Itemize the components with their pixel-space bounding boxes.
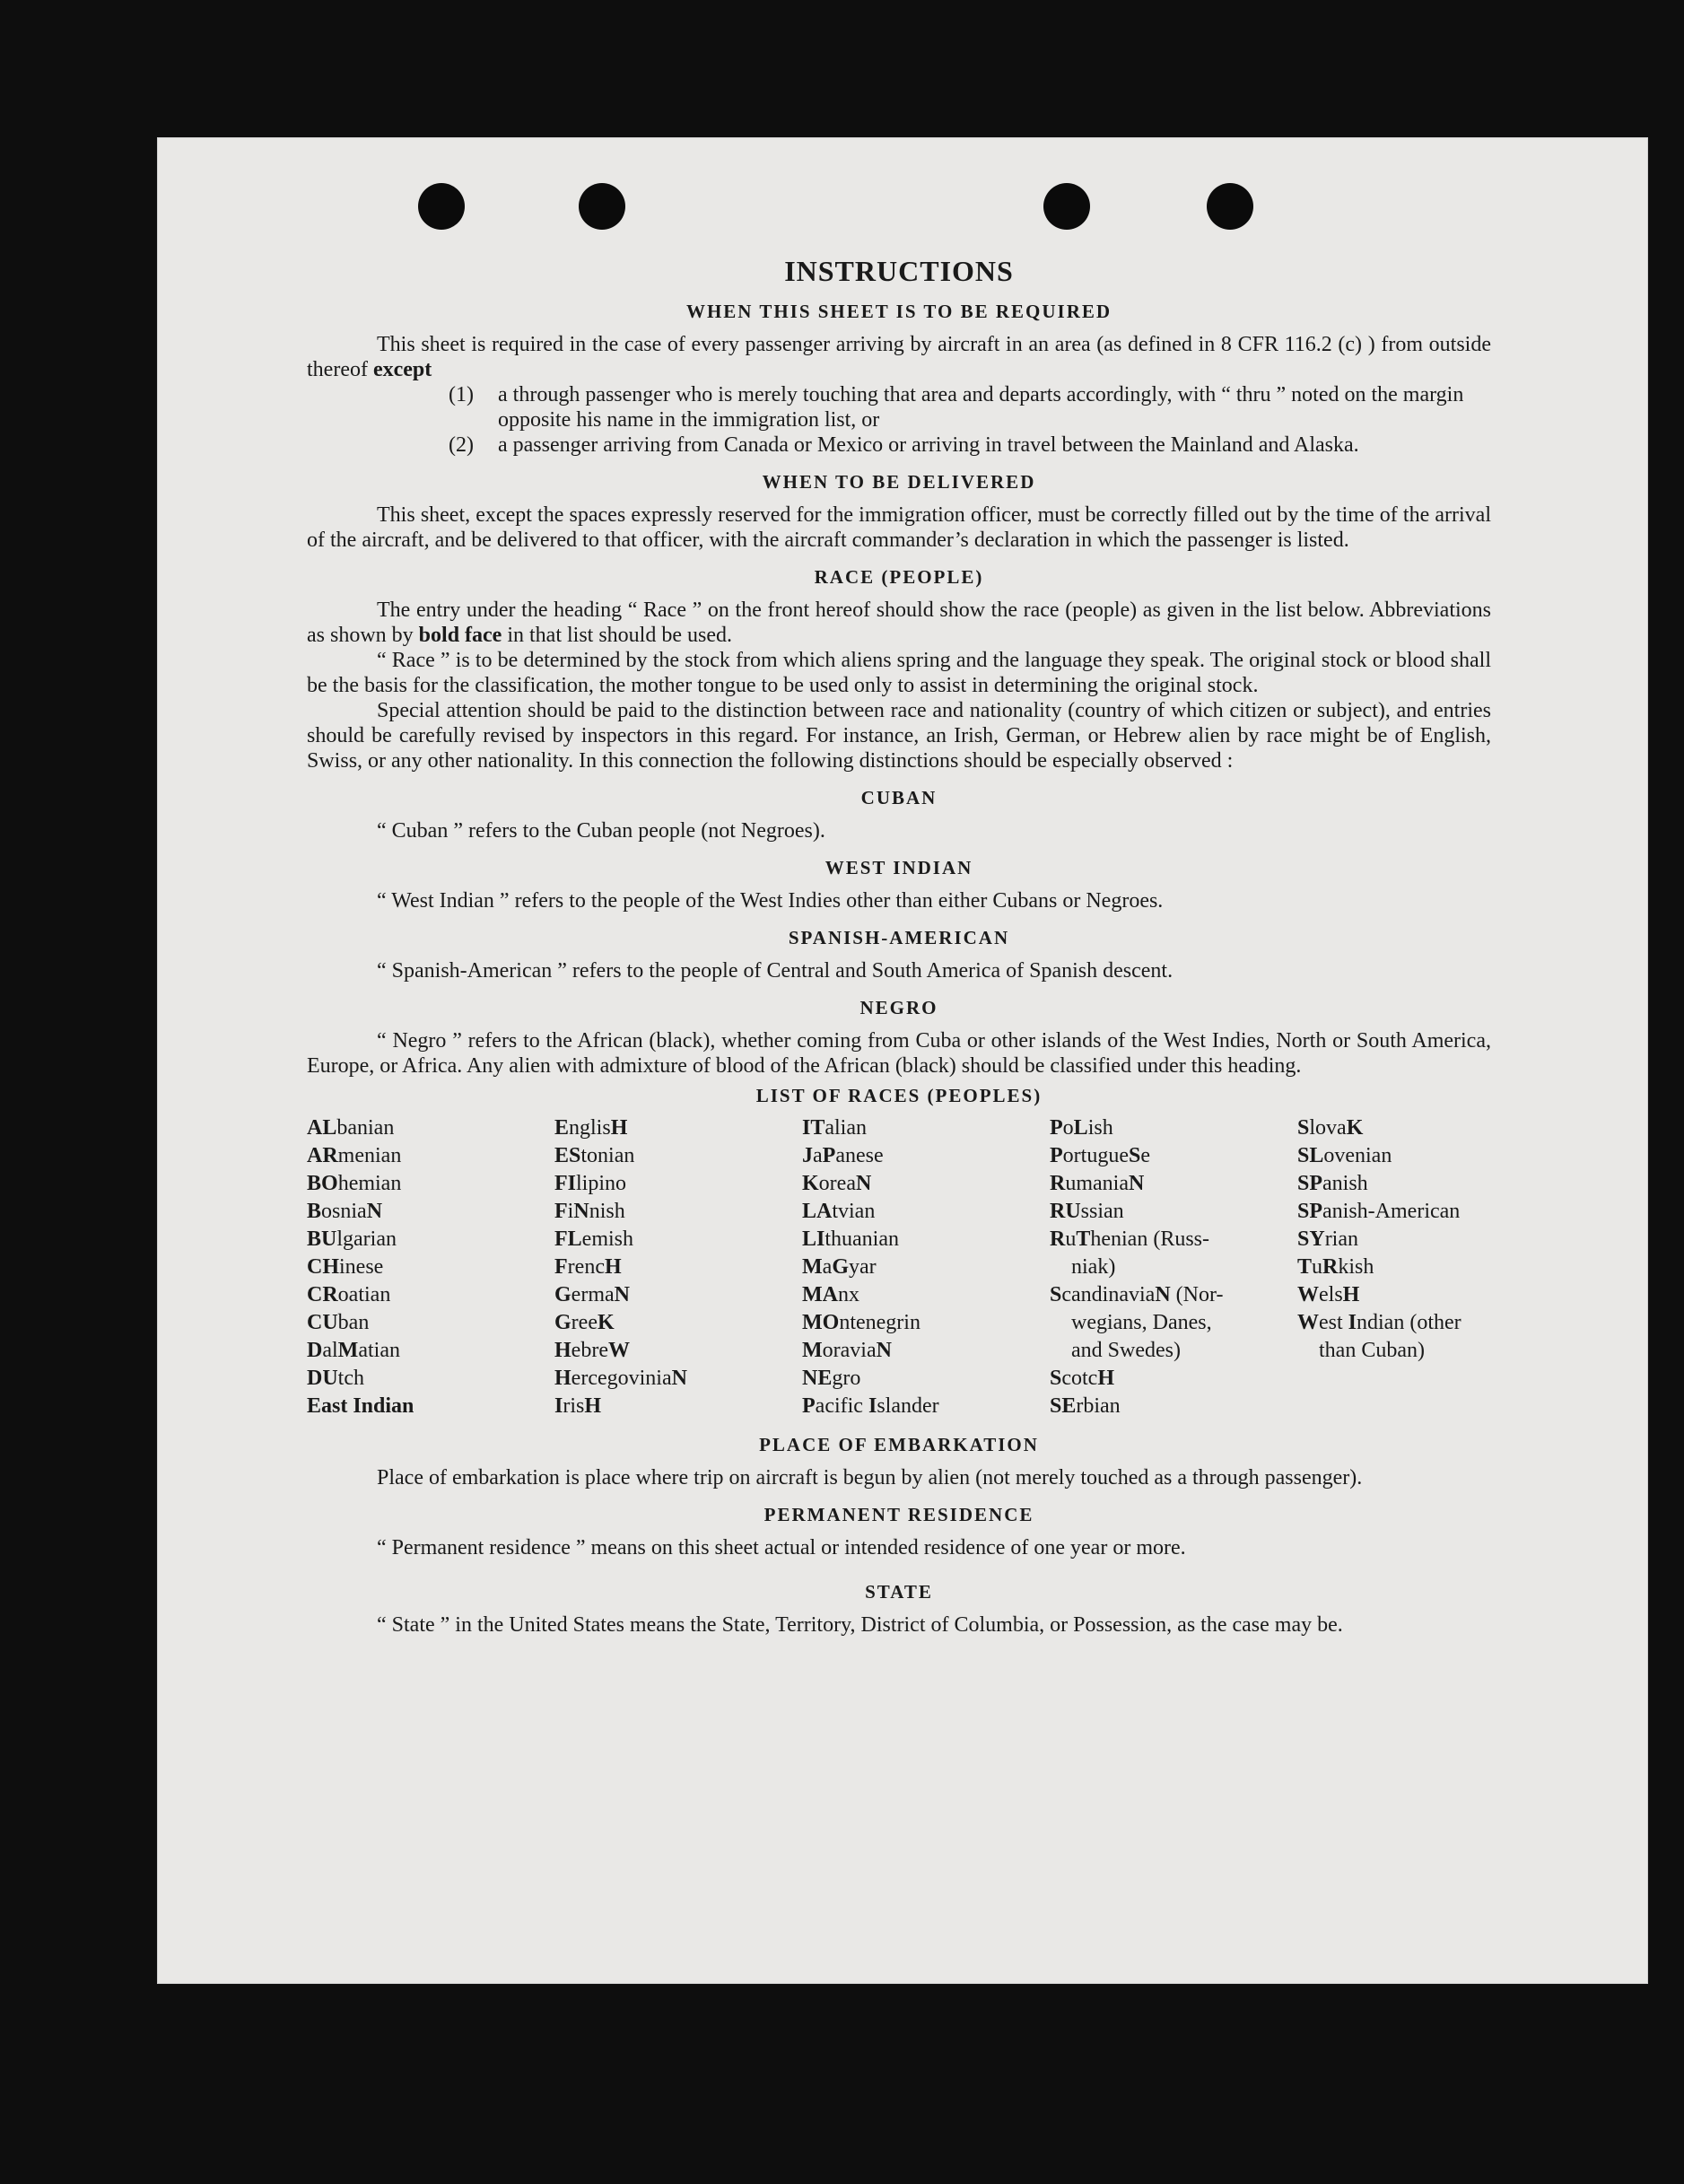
race-abbreviation: H — [1097, 1367, 1115, 1390]
race-abbreviation: MA — [802, 1283, 838, 1306]
delivered-text: This sheet, except the spaces expressly reserved for the immigration officer, must be correctly filled out by the time of the arrival of the aircraft, and be delivered to that officer, with the aircraft commander’s declaration in which the passenger is listed. — [307, 503, 1491, 552]
race-text: (Nor- — [1170, 1283, 1224, 1306]
race-abbreviation: NE — [802, 1367, 833, 1390]
race-abbreviation: IT — [802, 1116, 825, 1140]
race-text: nx — [837, 1283, 859, 1306]
race-text: i — [567, 1200, 574, 1223]
race-text: est — [1319, 1311, 1348, 1334]
race-text: ris — [563, 1394, 585, 1418]
race-entry — [802, 1309, 1050, 1337]
race-text: osnia — [321, 1200, 367, 1223]
race-abbreviation: N — [366, 1200, 383, 1223]
state-text: “ State ” in the United States means the State, Territory, District of Columbia, or Possession, as the case may be. — [377, 1613, 1343, 1637]
race-text: candinavia — [1061, 1283, 1156, 1306]
race-abbreviation: R — [1050, 1227, 1066, 1251]
races-column — [802, 1114, 1050, 1420]
race-text: rbian — [1076, 1394, 1121, 1418]
race-entry — [1297, 1254, 1513, 1281]
race-abbreviation: G — [554, 1283, 572, 1306]
race-text: gro — [832, 1367, 861, 1390]
race-text: ercegovinia — [571, 1367, 672, 1390]
race-abbreviation: R — [1322, 1255, 1339, 1279]
race-entry — [1050, 1198, 1297, 1226]
race-abbreviation: N — [855, 1172, 872, 1195]
race-text: tvian — [832, 1200, 876, 1223]
item-text: a passenger arriving from Canada or Mexico or arriving in travel between the Mainland and Alaska. — [498, 433, 1359, 457]
race-entry — [802, 1393, 1050, 1420]
race-entry — [554, 1254, 802, 1281]
heading-list-of-races: LIST OF RACES (PEOPLES) — [755, 1085, 1043, 1106]
race-abbreviation: ES — [554, 1144, 581, 1167]
heading-embarkation: PLACE OF EMBARKATION — [759, 1434, 1039, 1455]
race-text: slander — [877, 1394, 939, 1418]
race-text: and Swedes) — [1071, 1339, 1181, 1362]
required-item — [449, 382, 1491, 432]
race-abbreviation: CR — [307, 1283, 338, 1306]
race-entry — [1050, 1142, 1297, 1170]
race-entry — [554, 1142, 802, 1170]
race-abbreviation: I — [554, 1394, 563, 1418]
race-text: anish — [1322, 1172, 1368, 1195]
race-text: banian — [336, 1116, 395, 1140]
race-abbreviation: T — [1297, 1255, 1313, 1279]
race-entry — [802, 1226, 1050, 1254]
race-abbreviation: AL — [307, 1116, 337, 1140]
race-abbreviation: F — [554, 1200, 568, 1223]
race-entry — [802, 1365, 1050, 1393]
race-entry — [1050, 1337, 1297, 1365]
race-text: henian (Russ- — [1090, 1227, 1210, 1251]
race-abbreviation: P — [1050, 1144, 1063, 1167]
spanish-american-text: “ Spanish-American ” refers to the people of Central and South America of Spanish descent. — [377, 959, 1174, 983]
race-abbreviation: E — [554, 1116, 570, 1140]
race-abbreviation: H — [584, 1394, 602, 1418]
race-text: a — [822, 1255, 833, 1279]
race-text: rian — [1324, 1227, 1358, 1251]
heading-when-delivered: WHEN TO BE DELIVERED — [762, 471, 1036, 493]
race-entry — [802, 1337, 1050, 1365]
race-abbreviation: B — [307, 1200, 322, 1223]
punch-hole — [418, 183, 465, 230]
race-entry — [307, 1142, 554, 1170]
race-text: orea — [818, 1172, 856, 1195]
punch-hole — [579, 183, 625, 230]
race-abbreviation: L — [1073, 1116, 1088, 1140]
race-text: ovenian — [1323, 1144, 1392, 1167]
heading-state: STATE — [865, 1581, 933, 1603]
race-entry — [802, 1198, 1050, 1226]
race-abbreviation: T — [1076, 1227, 1091, 1251]
race-abbreviation: S — [1128, 1144, 1141, 1167]
page-title: INSTRUCTIONS — [784, 255, 1014, 287]
race-entry — [1297, 1170, 1513, 1198]
race-text: ntenegrin — [839, 1311, 921, 1334]
punch-hole — [1043, 183, 1090, 230]
race-entry — [1297, 1142, 1513, 1170]
negro-text: “ Negro ” refers to the African (black), whether coming from Cuba or other islands of the West Indies, North or South America, Europe, or Africa. Any alien with admixture of blood of the African (black) should be classified under this heading. — [307, 1029, 1491, 1078]
race-text: hemian — [337, 1172, 402, 1195]
race-text: tonian — [580, 1144, 635, 1167]
race-entry — [307, 1254, 554, 1281]
heading-cuban: CUBAN — [860, 787, 938, 808]
race-text: alian — [825, 1116, 867, 1140]
required-intro-text: This sheet is required in the case of every passenger arriving by aircraft in an area (as defined in 8 CFR 116.2 (c) ) from outside thereof — [307, 333, 1491, 381]
race-abbreviation: CU — [307, 1311, 338, 1334]
race-entry — [802, 1281, 1050, 1309]
race-abbreviation: LA — [802, 1200, 833, 1223]
race-abbreviation: N — [573, 1200, 589, 1223]
race-text: a — [813, 1144, 823, 1167]
race-text: u — [1065, 1227, 1077, 1251]
item-text: a through passenger who is merely touching that area and departs accordingly, with “ thru ” noted on the margin opposite his name in the immigration list, or — [498, 383, 1464, 432]
embarkation-text: Place of embarkation is place where trip on aircraft is begun by alien (not merely touched as a through passenger). — [377, 1466, 1363, 1489]
race-abbreviation: M — [802, 1339, 823, 1362]
race-abbreviation: SP — [1297, 1200, 1323, 1223]
race-abbreviation: K — [1346, 1116, 1364, 1140]
race-text: o — [1062, 1116, 1074, 1140]
race-abbreviation: P — [1050, 1116, 1063, 1140]
race-text: ebre — [571, 1339, 608, 1362]
race-abbreviation: RU — [1050, 1200, 1081, 1223]
race-text: nglis — [569, 1116, 611, 1140]
race-entry — [307, 1365, 554, 1393]
heading-race: RACE (PEOPLE) — [814, 566, 984, 588]
race-text: al — [322, 1339, 338, 1362]
punch-hole — [1207, 183, 1253, 230]
race-entry — [1297, 1226, 1513, 1254]
race-text: u — [1312, 1255, 1323, 1279]
race-entry — [307, 1281, 554, 1309]
race-entry — [802, 1142, 1050, 1170]
race-p1-before: The entry under the heading “ Race ” on the front hereof should show the race (people) as given in the list below. Abbreviations as shown by — [307, 598, 1491, 647]
race-p1-after: in that list should be used. — [507, 624, 732, 647]
document-page — [158, 138, 1647, 1983]
race-text: erma — [571, 1283, 615, 1306]
race-text: ree — [571, 1311, 598, 1334]
race-text: ndian (other — [1357, 1311, 1462, 1334]
residence-text: “ Permanent residence ” means on this sheet actual or intended residence of one year or more. — [377, 1536, 1186, 1559]
race-entry — [307, 1170, 554, 1198]
race-abbreviation: FI — [554, 1172, 576, 1195]
race-text: acific — [815, 1394, 868, 1418]
race-abbreviation: BO — [307, 1172, 338, 1195]
race-abbreviation: N — [876, 1339, 892, 1362]
races-column — [1297, 1114, 1513, 1420]
race-text: cotc — [1061, 1367, 1098, 1390]
race-entry — [554, 1170, 802, 1198]
race-entry — [1050, 1114, 1297, 1142]
race-text: inese — [339, 1255, 384, 1279]
race-abbreviation: SE — [1050, 1394, 1077, 1418]
race-entry — [1050, 1281, 1297, 1309]
west-indian-text: “ West Indian ” refers to the people of the West Indies other than either Cubans or Negroes. — [377, 889, 1164, 913]
race-text: e — [1140, 1144, 1150, 1167]
race-text: oatian — [337, 1283, 391, 1306]
race-abbreviation: H — [604, 1255, 622, 1279]
race-text: ssian — [1080, 1200, 1124, 1223]
instructions-body — [307, 255, 1491, 1638]
race-text: than Cuban) — [1319, 1339, 1425, 1362]
race-entry — [1297, 1198, 1513, 1226]
race-paragraph-3: Special attention should be paid to the distinction between race and nationality (country of which citizen or subject), and entries should be carefully revised by inspectors in this regard. For instance, an Irish, German, or Hebrew alien by race might be of English, Swiss, or any other nationality. In this connection the following distinctions should be especially observed : — [307, 699, 1491, 773]
race-text: atian — [358, 1339, 400, 1362]
race-abbreviation: M — [802, 1255, 823, 1279]
race-abbreviation: MO — [802, 1311, 840, 1334]
race-entry — [307, 1393, 554, 1420]
races-list — [307, 1114, 1491, 1420]
race-entry — [554, 1393, 802, 1420]
race-text: yar — [848, 1255, 877, 1279]
race-entry — [307, 1114, 554, 1142]
races-column — [307, 1114, 554, 1420]
race-abbreviation: N — [1128, 1172, 1145, 1195]
race-text: kish — [1338, 1255, 1374, 1279]
race-abbreviation: H — [554, 1367, 572, 1390]
race-text: renc — [567, 1255, 605, 1279]
race-text: ish — [1087, 1116, 1113, 1140]
heading-when-required: WHEN THIS SHEET IS TO BE REQUIRED — [685, 301, 1112, 322]
race-entry — [307, 1198, 554, 1226]
race-entry — [1297, 1281, 1513, 1309]
race-entry — [554, 1226, 802, 1254]
race-abbreviation: D — [307, 1339, 323, 1362]
heading-west-indian: WEST INDIAN — [825, 857, 973, 878]
item-number: (1) — [449, 383, 474, 406]
race-entry — [554, 1337, 802, 1365]
race-entry — [1050, 1393, 1297, 1420]
race-entry — [307, 1337, 554, 1365]
race-entry — [554, 1198, 802, 1226]
race-text: menian — [337, 1144, 402, 1167]
race-abbreviation: K — [802, 1172, 819, 1195]
heading-negro: NEGRO — [859, 997, 938, 1018]
race-abbreviation: P — [822, 1144, 836, 1167]
race-abbreviation: DU — [307, 1367, 338, 1390]
race-abbreviation: CH — [307, 1255, 339, 1279]
race-entry — [554, 1365, 802, 1393]
race-entry — [1297, 1309, 1513, 1337]
race-abbreviation: H — [610, 1116, 628, 1140]
race-entry — [307, 1309, 554, 1337]
race-entry — [802, 1170, 1050, 1198]
race-abbreviation: W — [1297, 1283, 1319, 1306]
races-column — [554, 1114, 802, 1420]
required-intro — [307, 332, 1491, 382]
race-abbreviation: SY — [1297, 1227, 1325, 1251]
race-entry — [554, 1281, 802, 1309]
heading-permanent-residence: PERMANENT RESIDENCE — [763, 1504, 1034, 1525]
race-abbreviation: R — [1050, 1172, 1066, 1195]
race-paragraph-1 — [307, 598, 1491, 648]
race-abbreviation: S — [1297, 1116, 1310, 1140]
race-entry — [802, 1254, 1050, 1281]
race-text: oravia — [822, 1339, 877, 1362]
race-text: wegians, Danes, — [1071, 1311, 1212, 1334]
race-abbreviation: S — [1050, 1283, 1062, 1306]
required-item — [449, 432, 1491, 458]
race-entry — [1050, 1170, 1297, 1198]
race-abbreviation: LI — [802, 1227, 825, 1251]
race-text: umania — [1065, 1172, 1129, 1195]
race-text: els — [1319, 1283, 1343, 1306]
race-entry — [1297, 1114, 1513, 1142]
race-abbreviation: J — [802, 1144, 813, 1167]
race-entry — [1297, 1337, 1513, 1365]
race-text: niak) — [1071, 1255, 1116, 1279]
race-abbreviation: I — [868, 1394, 877, 1418]
race-text: anese — [835, 1144, 884, 1167]
race-entry — [554, 1114, 802, 1142]
heading-spanish-american: SPANISH-AMERICAN — [788, 927, 1010, 948]
race-text: lgarian — [336, 1227, 397, 1251]
races-column — [1050, 1114, 1297, 1420]
race-abbreviation: P — [802, 1394, 816, 1418]
race-text: nish — [589, 1200, 625, 1223]
race-entry — [1050, 1365, 1297, 1393]
race-paragraph-2: “ Race ” is to be determined by the stock from which aliens spring and the language they speak. The original stock or blood shall be the basis for the classification, the mother tongue to be used only to assist in determining the original stock. — [307, 649, 1491, 697]
race-abbreviation: K — [597, 1311, 615, 1334]
race-abbreviation: I — [1348, 1311, 1357, 1334]
race-text: tch — [337, 1367, 364, 1390]
cuban-text: “ Cuban ” refers to the Cuban people (not Negroes). — [377, 819, 825, 843]
race-abbreviation: H — [1342, 1283, 1360, 1306]
item-number: (2) — [449, 433, 474, 457]
required-intro-bold: except — [372, 358, 432, 381]
race-abbreviation: N — [1155, 1283, 1171, 1306]
race-abbreviation: G — [832, 1255, 849, 1279]
race-text: thuanian — [825, 1227, 899, 1251]
race-abbreviation: F — [554, 1255, 568, 1279]
race-abbreviation: S — [1050, 1367, 1062, 1390]
race-abbreviation: W — [1297, 1311, 1319, 1334]
race-entry — [554, 1309, 802, 1337]
race-text: ban — [337, 1311, 370, 1334]
race-abbreviation: BU — [307, 1227, 337, 1251]
race-abbreviation: FL — [554, 1227, 582, 1251]
race-abbreviation: W — [607, 1339, 630, 1362]
race-abbreviation: N — [614, 1283, 630, 1306]
race-abbreviation: N — [671, 1367, 687, 1390]
race-abbreviation: East Indian — [307, 1394, 414, 1418]
race-abbreviation: M — [337, 1339, 359, 1362]
race-abbreviation: SP — [1297, 1172, 1323, 1195]
race-abbreviation: H — [554, 1339, 572, 1362]
race-text: anish-American — [1322, 1200, 1461, 1223]
race-p1-bold: bold face — [418, 624, 502, 647]
race-entry — [307, 1226, 554, 1254]
race-entry — [802, 1114, 1050, 1142]
race-abbreviation: G — [554, 1311, 572, 1334]
race-text: lipino — [576, 1172, 627, 1195]
race-text: emish — [581, 1227, 633, 1251]
race-abbreviation: SL — [1297, 1144, 1324, 1167]
race-abbreviation: AR — [307, 1144, 338, 1167]
race-entry — [1050, 1226, 1297, 1254]
race-entry — [1050, 1309, 1297, 1337]
race-text: ortugue — [1062, 1144, 1129, 1167]
race-text: lova — [1309, 1116, 1347, 1140]
race-entry — [1050, 1254, 1297, 1281]
